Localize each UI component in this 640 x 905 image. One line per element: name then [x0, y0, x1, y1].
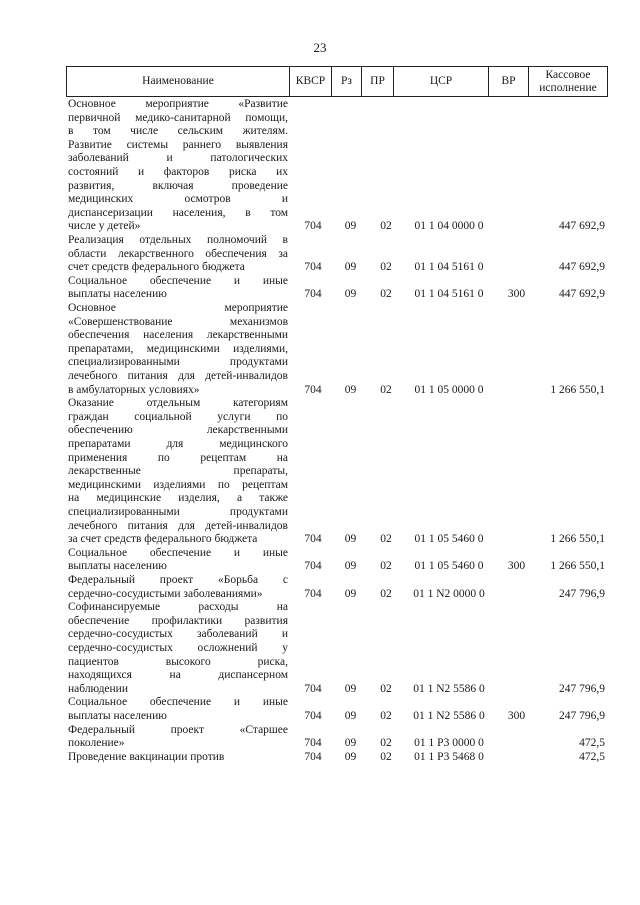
- row-name-line: в том числе сельским жителям.: [68, 125, 288, 138]
- row-pr: 02: [380, 288, 392, 301]
- row-name-line: сердечно-сосудистых осложнений у: [68, 641, 288, 654]
- row-name-line: пациентов высокого риска,: [68, 655, 288, 668]
- row-name-line: Оказание отдельным категориям: [68, 397, 288, 410]
- row-name-line: Социальное обеспечение и иные: [68, 274, 288, 287]
- row-name-line: Основное мероприятие «Развитие: [68, 98, 288, 110]
- row-csr: 01 1 04 5161 0: [414, 261, 484, 274]
- header-csr: ЦСР: [393, 66, 488, 97]
- header-rz: Рз: [331, 66, 361, 97]
- row-vr: 300: [507, 709, 526, 722]
- row-csr: 01 1 05 5460 0: [414, 560, 484, 573]
- row-name: [68, 574, 288, 601]
- row-rz: 09: [344, 383, 357, 396]
- row-pr: 02: [380, 587, 392, 600]
- row-rz: 09: [344, 587, 357, 600]
- row-sum: 447 692,9: [559, 288, 605, 301]
- row-pr: 02: [380, 220, 392, 233]
- row-rz: 09: [344, 682, 357, 695]
- row-name-line: граждан социальной услуги по: [68, 410, 288, 423]
- row-name: [68, 751, 288, 765]
- row-sum: 472,5: [579, 750, 605, 763]
- table-row: [68, 302, 608, 397]
- row-name-line: сердечно-сосудистыми заболеваниями»: [68, 587, 263, 600]
- row-name: [68, 98, 288, 234]
- row-name-line: лечебного питания для детей-инвалидов: [68, 519, 288, 532]
- row-kvsr: 704: [304, 750, 322, 763]
- row-kvsr: 704: [304, 737, 322, 750]
- row-rz: 09: [344, 533, 357, 546]
- table-row: [68, 98, 608, 234]
- row-name-line: заболеваний и патологических: [68, 152, 288, 165]
- row-name-line: области лекарственного обеспечения за: [68, 247, 288, 260]
- row-name-line: специализированными продуктами: [68, 356, 288, 369]
- row-name-line: находящихся на диспансерном: [68, 669, 288, 682]
- table-row: [68, 275, 608, 302]
- row-pr: 02: [380, 737, 392, 750]
- row-sum: 472,5: [579, 737, 605, 750]
- row-name-line: числе у детей»: [68, 220, 141, 233]
- row-kvsr: 704: [304, 587, 322, 600]
- row-name-line: за счет средств федерального бюджета: [68, 533, 258, 546]
- header-vr: ВР: [488, 66, 528, 97]
- row-sum: 447 692,9: [559, 261, 605, 274]
- row-csr: 01 1 N2 5586 0: [413, 682, 485, 695]
- row-sum: 247 796,9: [559, 709, 605, 722]
- row-kvsr: 704: [304, 383, 322, 396]
- row-csr: 01 1 P3 0000 0: [414, 737, 484, 750]
- row-name: [68, 547, 288, 574]
- header-kvsr: КВСР: [289, 66, 331, 97]
- row-name-line: поколение»: [68, 737, 125, 750]
- row-name-line: обеспечение профилактики развития: [68, 614, 288, 627]
- row-vr: 300: [507, 288, 526, 301]
- table-row: [68, 547, 608, 574]
- row-name-line: Развитие системы раннего выявления: [68, 138, 288, 151]
- row-name-line: Основное мероприятие: [68, 302, 288, 314]
- row-rz: 09: [344, 288, 357, 301]
- row-name: [68, 696, 288, 723]
- table-row: [68, 696, 608, 723]
- table-row: [68, 751, 608, 765]
- row-name-line: Проведение вакцинации против: [68, 750, 225, 763]
- row-csr: 01 1 N2 0000 0: [413, 587, 485, 600]
- row-name-line: сердечно-сосудистых заболеваний и: [68, 628, 288, 641]
- row-name-line: лекарственные препараты,: [68, 465, 288, 478]
- row-name-line: развития, включая проведение: [68, 179, 288, 192]
- row-sum: 1 266 550,1: [550, 560, 605, 573]
- row-csr: 01 1 04 0000 0: [414, 220, 484, 233]
- row-kvsr: 704: [304, 288, 322, 301]
- row-csr: 01 1 P3 5468 0: [414, 750, 484, 763]
- row-kvsr: 704: [304, 709, 322, 722]
- row-name-line: выплаты населению: [68, 709, 167, 722]
- row-name-line: выплаты населению: [68, 560, 167, 573]
- row-kvsr: 704: [304, 533, 322, 546]
- row-name-line: выплаты населению: [68, 288, 167, 301]
- row-name: [68, 234, 288, 275]
- row-name-line: на медицинские изделия, а также: [68, 492, 288, 505]
- row-name: [68, 397, 288, 547]
- row-kvsr: 704: [304, 220, 322, 233]
- table-row: [68, 724, 608, 751]
- row-name-line: первичной медико-санитарной помощи,: [68, 111, 288, 124]
- row-sum: 247 796,9: [559, 587, 605, 600]
- row-name-line: Софинансируемые расходы на: [68, 601, 288, 614]
- row-rz: 09: [344, 750, 357, 763]
- row-rz: 09: [344, 220, 357, 233]
- row-name: [68, 302, 288, 397]
- row-sum: 447 692,9: [559, 220, 605, 233]
- row-pr: 02: [380, 261, 392, 274]
- row-pr: 02: [380, 383, 392, 396]
- row-csr: 01 1 04 5161 0: [414, 288, 484, 301]
- row-sum: 1 266 550,1: [550, 383, 605, 396]
- row-name-line: специализированными продуктами: [68, 505, 288, 518]
- row-name-line: наблюдении: [68, 682, 128, 695]
- row-name-line: применения по рецептам на: [68, 451, 288, 464]
- table-row: [68, 397, 608, 547]
- header-pr: ПР: [361, 66, 393, 97]
- row-rz: 09: [344, 261, 357, 274]
- row-name: [68, 724, 288, 751]
- row-csr: 01 1 05 5460 0: [414, 533, 484, 546]
- row-pr: 02: [380, 560, 392, 573]
- row-pr: 02: [380, 750, 392, 763]
- row-name-line: Федеральный проект «Старшее: [68, 723, 288, 736]
- row-csr: 01 1 05 0000 0: [414, 383, 484, 396]
- row-name-line: медицинских осмотров и: [68, 193, 288, 206]
- table-row: [68, 234, 608, 275]
- row-name: [68, 275, 288, 302]
- header-name: Наименование: [66, 66, 289, 97]
- row-name: [68, 601, 288, 696]
- header-sum: Кассовое исполнение: [528, 66, 608, 97]
- row-name-line: лечебного питания для детей-инвалидов: [68, 369, 288, 382]
- row-name-line: Социальное обеспечение и иные: [68, 546, 288, 559]
- row-name-line: состояний и факторов риска их: [68, 165, 288, 178]
- row-kvsr: 704: [304, 560, 322, 573]
- row-rz: 09: [344, 709, 357, 722]
- row-name-line: в амбулаторных условиях»: [68, 383, 200, 396]
- row-name-line: Социальное обеспечение и иные: [68, 696, 288, 709]
- row-name-line: «Совершенствование механизмов: [68, 315, 288, 328]
- row-name-line: Реализация отдельных полномочий в: [68, 234, 288, 246]
- row-pr: 02: [380, 682, 392, 695]
- row-pr: 02: [380, 533, 392, 546]
- row-name-line: препаратами для медицинского: [68, 437, 288, 450]
- row-name-line: счет средств федерального бюджета: [68, 261, 245, 274]
- row-name-line: препаратами, медицинскими изделиями,: [68, 342, 288, 355]
- row-name-line: диспансеризации населения, в том: [68, 206, 288, 219]
- row-name-line: Федеральный проект «Борьба с: [68, 574, 288, 586]
- row-name-line: обеспечению лекарственными: [68, 424, 288, 437]
- row-name-line: медицинскими изделиями по рецептам: [68, 478, 288, 491]
- row-rz: 09: [344, 737, 357, 750]
- table-row: [68, 601, 608, 696]
- row-sum: 1 266 550,1: [550, 533, 605, 546]
- page-number: 23: [313, 40, 327, 55]
- row-kvsr: 704: [304, 682, 322, 695]
- row-name-line: обеспечения населения лекарственными: [68, 329, 288, 342]
- row-pr: 02: [380, 709, 392, 722]
- row-sum: 247 796,9: [559, 682, 605, 695]
- row-csr: 01 1 N2 5586 0: [413, 709, 485, 722]
- row-vr: 300: [507, 560, 526, 573]
- row-kvsr: 704: [304, 261, 322, 274]
- row-rz: 09: [344, 560, 357, 573]
- table-row: [68, 574, 608, 601]
